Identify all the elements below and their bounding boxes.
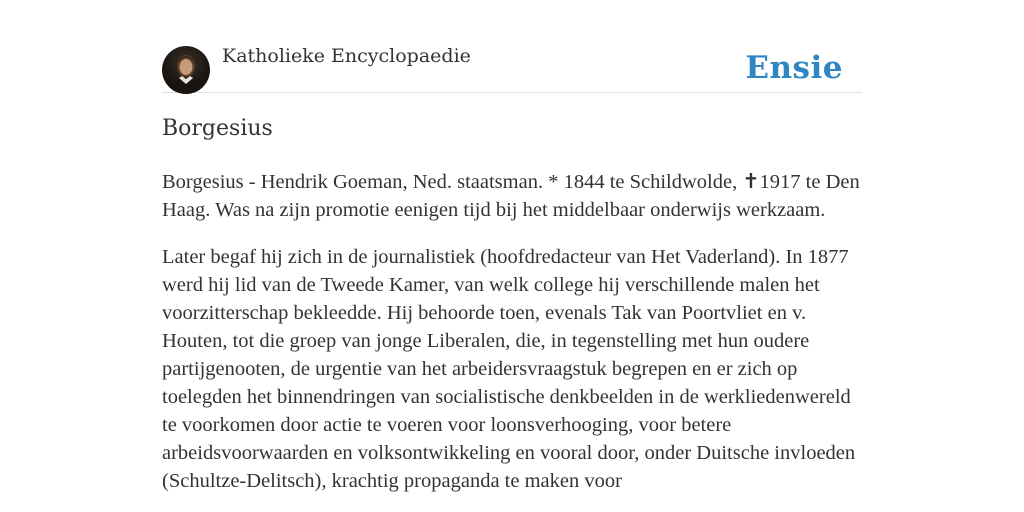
article-paragraph: Borgesius - Hendrik Goeman, Ned. staatsman. * 1844 te Schildwolde, ✝1917 te Den Haag. Was na zijn promotie eenigen tijd bij het middelbaar onderwijs werkzaam. [162,171,860,221]
page [162,0,862,512]
article-title: Borgesius [162,116,273,141]
ensie-logo-link[interactable]: Ensie [745,50,843,86]
portrait-graphic [162,46,210,94]
article-body [162,168,862,512]
portrait-avatar-icon[interactable] [162,46,210,94]
article-paragraph: Later begaf hij zich in de journalistiek (hoofdredacteur van Het Vaderland). In 1877 werd hij lid van de Tweede Kamer, van welk college hij verschillende malen het voorzitterschap bekleedde. Hij behoorde toen, evenals Tak van Poortvliet en v. Houten, tot die groep van jonge Liberalen, die, in tegenstelling met hun oudere partijgenooten, de urgentie van het arbeidersvraagstuk begrepen en er zich op toelegden het binnendringen van socialistische denkbeelden in de werkliedenwereld te voorkomen door actie te voeren voor loonsverhooging, voor betere arbeidsvoorwaarden en volksontwikkeling en vooral door, onder Duitsche invloeden (Schultze-Delitsch), krachtig propaganda te maken voor [162,246,856,492]
source-title[interactable]: Katholieke Encyclopaedie [222,45,471,67]
header [162,40,862,93]
